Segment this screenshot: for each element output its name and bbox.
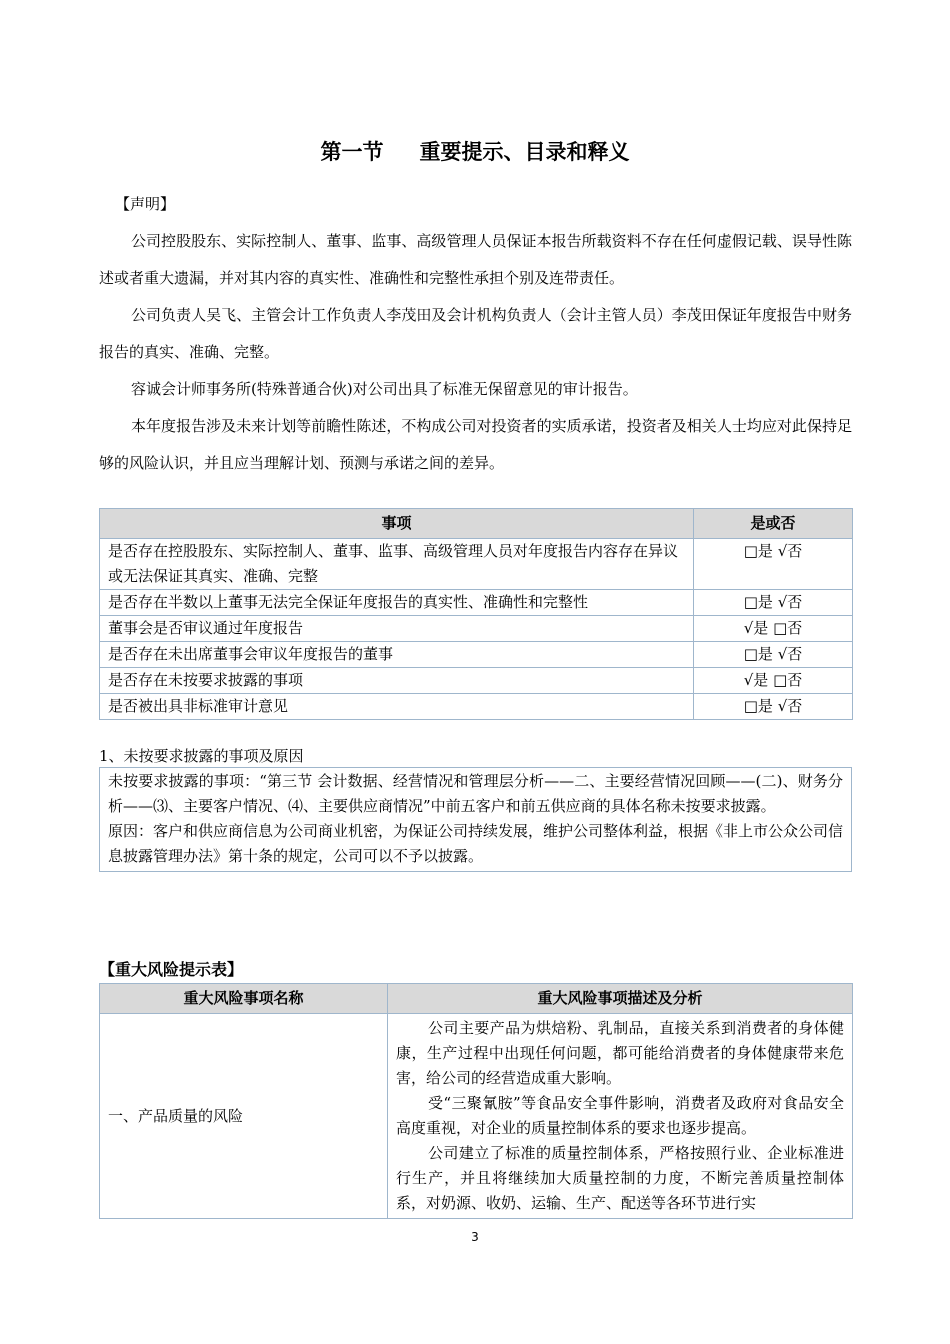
undisclosed-box: [99, 767, 852, 872]
matter-answer: □是 √否: [694, 539, 853, 590]
undisclosed-reason: 原因：客户和供应商信息为公司商业机密，为保证公司持续发展，维护公司整体利益，根据《非上市公众公司信息披露管理办法》第十条的规定，公司可以不予以披露。: [108, 822, 844, 865]
risk-description: [388, 1014, 853, 1219]
table-row: [100, 668, 853, 694]
matter-answer: √是 □否: [694, 668, 853, 694]
risk-table-heading: 【重大风险提示表】: [99, 960, 244, 979]
risk-table: [99, 983, 853, 1219]
paragraph-auditor: 容诚会计师事务所(特殊普通合伙)对公司出具了标准无保留意见的审计报告。: [131, 380, 638, 398]
matters-header-answer: 是或否: [694, 509, 853, 539]
risk-description-paragraph: 公司主要产品为烘焙粉、乳制品，直接关系到消费者的身体健康，生产过程中出现任何问题，都可能给消费者的身体健康带来危害，给公司的经营造成重大影响。: [396, 1019, 844, 1087]
matter-item: 董事会是否审议通过年度报告: [100, 616, 694, 642]
matter-item: 是否存在未按要求披露的事项: [100, 668, 694, 694]
risk-name: 一、产品质量的风险: [100, 1014, 388, 1219]
page-number: 3: [471, 1230, 479, 1244]
section-name: 重要提示、目录和释义: [419, 140, 630, 164]
matters-table: [99, 508, 853, 720]
matter-answer: √是 □否: [694, 616, 853, 642]
table-row: [100, 616, 853, 642]
risk-header-description: 重大风险事项描述及分析: [388, 984, 853, 1014]
risk-description-paragraph: 受“三聚氰胺”等食品安全事件影响，消费者及政府对食品安全高度重视，对企业的质量控制体系的要求也逐步提高。: [396, 1094, 844, 1137]
matter-answer: □是 √否: [694, 642, 853, 668]
risk-description-paragraph: 公司建立了标准的质量控制体系，严格按照行业、企业标准进行生产，并且将继续加大质量控制的力度，不断完善质量控制体系，对奶源、收奶、运输、生产、配送等各环节进行实: [396, 1144, 844, 1212]
matter-item: 是否存在未出席董事会审议年度报告的董事: [100, 642, 694, 668]
undisclosed-matter: 未按要求披露的事项：“第三节 会计数据、经营情况和管理层分析——二、主要经营情况回顾——(二)、财务分析——⑶、主要客户情况、⑷、主要供应商情况”中前五客户和前五供应商的具体名称未按要求披露。: [108, 772, 843, 815]
statement-label: 【声明】: [115, 195, 176, 213]
section-number: 第一节: [320, 140, 384, 164]
undisclosed-heading: 1、未按要求披露的事项及原因: [99, 747, 304, 765]
matter-item: 是否存在半数以上董事无法完全保证年度报告的真实性、准确性和完整性: [100, 590, 694, 616]
table-row: [100, 1014, 853, 1219]
matter-answer: □是 √否: [694, 590, 853, 616]
table-row: [100, 642, 853, 668]
paragraph-forward-looking: 本年度报告涉及未来计划等前瞻性陈述，不构成公司对投资者的实质承诺，投资者及相关人士均应对此保持足够的风险认识，并且应当理解计划、预测与承诺之间的差异。: [99, 417, 852, 472]
matter-item: 是否被出具非标准审计意见: [100, 694, 694, 720]
matter-answer: □是 √否: [694, 694, 853, 720]
paragraph-guarantee: 公司控股股东、实际控制人、董事、监事、高级管理人员保证本报告所载资料不存在任何虚假记载、误导性陈述或者重大遗漏，并对其内容的真实性、准确性和完整性承担个别及连带责任。: [99, 232, 852, 287]
risk-header-name: 重大风险事项名称: [100, 984, 388, 1014]
table-row: [100, 539, 853, 590]
matter-item: 是否存在控股股东、实际控制人、董事、监事、高级管理人员对年度报告内容存在异议或无法保证其真实、准确、完整: [100, 539, 694, 590]
table-row: [100, 694, 853, 720]
paragraph-responsible-persons: 公司负责人吴飞、主管会计工作负责人李茂田及会计机构负责人（会计主管人员）李茂田保证年度报告中财务报告的真实、准确、完整。: [99, 306, 852, 361]
section-title: [0, 136, 950, 166]
table-row: [100, 590, 853, 616]
matters-header-item: 事项: [100, 509, 694, 539]
